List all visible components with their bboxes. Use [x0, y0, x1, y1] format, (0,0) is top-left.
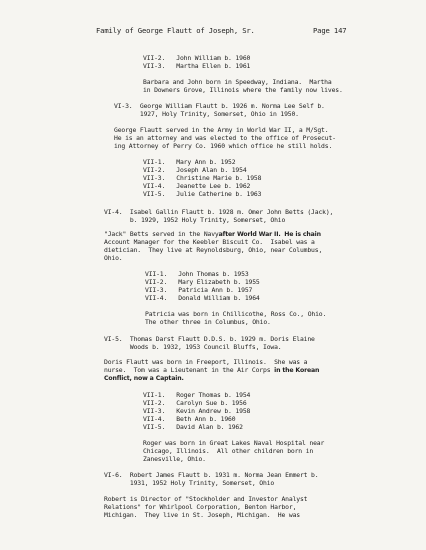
family-entry: b. 1929, 1952 Holy Trinity, Somerset, Ohio: [104, 216, 286, 224]
child-entry: VII-5. Julie Catherine b. 1963: [143, 190, 262, 198]
paragraph-line: Ohio.: [104, 254, 123, 262]
family-entry: Woods b. 1932, 1953 Council Bluffs, Iowa.: [104, 343, 282, 351]
typed-insert: Conflict, now a Captain.: [104, 375, 184, 382]
child-entry: VII-2. Carolyn Sue b. 1956: [143, 399, 247, 407]
child-entry: VII-4. Donald William b. 1964: [145, 294, 260, 302]
child-entry: VII-4. Jeanette Lee b. 1962: [143, 182, 251, 190]
paragraph-line: ing Attorney of Perry Co. 1960 which office he still holds.: [114, 142, 333, 150]
typed-insert: He is chain: [284, 231, 321, 238]
paragraph-line: Doris Flautt was born in Freeport, Illinois. She was a: [104, 358, 308, 366]
page-title: Family of George Flautt of Joseph, Sr.: [96, 26, 255, 35]
child-entry: VII-3. Martha Ellen b. 1961: [143, 62, 251, 70]
typed-insert: after World War II.: [218, 231, 281, 238]
family-entry: VI-6. Robert James Flautt b. 1931 m. Norma Jean Emmert b.: [104, 471, 319, 479]
paragraph-line: Roger was born in Great Lakes Naval Hospital near: [143, 439, 325, 447]
paragraph-line: Zanesville, Ohio.: [143, 455, 206, 463]
family-entry: VI-4. Isabel Gallin Flautt b. 1928 m. Omer John Betts (Jack),: [104, 208, 334, 216]
paragraph-line: Patricia was born in Chillicothe, Ross Co., Ohio.: [145, 310, 327, 318]
paragraph-line: Account Manager for the Keebler Biscuit Co. Isabel was a: [104, 238, 315, 246]
paragraph-line: Robert is Director of "Stockholder and Investor Analyst: [104, 495, 308, 503]
family-entry: 1931, 1952 Holy Trinity, Somerset, Ohio: [104, 479, 275, 487]
paragraph-line: Chicago, Illinois. All other children born in: [143, 447, 314, 455]
paragraph-line: in Downers Grove, Illinois where the family now lives.: [143, 86, 343, 94]
child-entry: VII-2. John William b. 1960: [143, 54, 251, 62]
child-entry: VII-1. John Thomas b. 1953: [145, 270, 249, 278]
paragraph-line: Barbara and John born in Speedway, Indiana. Martha: [143, 78, 332, 86]
family-entry: VI-3. George William Flautt b. 1926 m. Norma Lee Self b.: [114, 102, 325, 110]
child-entry: VII-1. Roger Thomas b. 1954: [143, 391, 251, 399]
paragraph-line: He is an attorney and was elected to the office of Prosecut-: [114, 134, 336, 142]
paragraph-line: nurse. Tom was a Lieutenant in the Air Corps in the Korean: [104, 366, 320, 374]
child-entry: VII-3. Patricia Ann b. 1957: [145, 286, 253, 294]
paragraph-line: Relations" for Whirlpool Corporation, Benton Harbor,: [104, 503, 297, 511]
child-entry: VII-1. Mary Ann b. 1952: [143, 158, 236, 166]
paragraph-line: George Flautt served in the Army in World War II, a M/Sgt.: [114, 126, 329, 134]
child-entry: VII-3. Christine Marie b. 1958: [143, 174, 262, 182]
page-number: Page 147: [313, 26, 347, 35]
paragraph-line: dietician. They live at Reynoldsburg, Ohio, near Columbus,: [104, 246, 323, 254]
paragraph-line: Michigan. They live in St. Joseph, Michigan. He was: [104, 511, 300, 519]
child-entry: VII-3. Kevin Andrew b. 1958: [143, 407, 251, 415]
paragraph-line: "Jack" Betts served in the Navyafter World War II. He is chain: [104, 230, 321, 238]
family-entry: 1927, Holy Trinity, Somerset, Ohio in 1950.: [114, 110, 299, 118]
paragraph-line: [104, 374, 184, 383]
typed-insert: in the Korean: [274, 367, 320, 374]
child-entry: VII-2. Joseph Alan b. 1954: [143, 166, 247, 174]
paragraph-line: The other three in Columbus, Ohio.: [145, 318, 271, 326]
child-entry: VII-5. David Alan b. 1962: [143, 423, 243, 431]
child-entry: VII-4. Beth Ann b. 1960: [143, 415, 236, 423]
child-entry: VII-2. Mary Elizabeth b. 1955: [145, 278, 260, 286]
family-entry: VI-5. Thomas Darst Flautt D.D.S. b. 1929 m. Doris Elaine: [104, 335, 315, 343]
